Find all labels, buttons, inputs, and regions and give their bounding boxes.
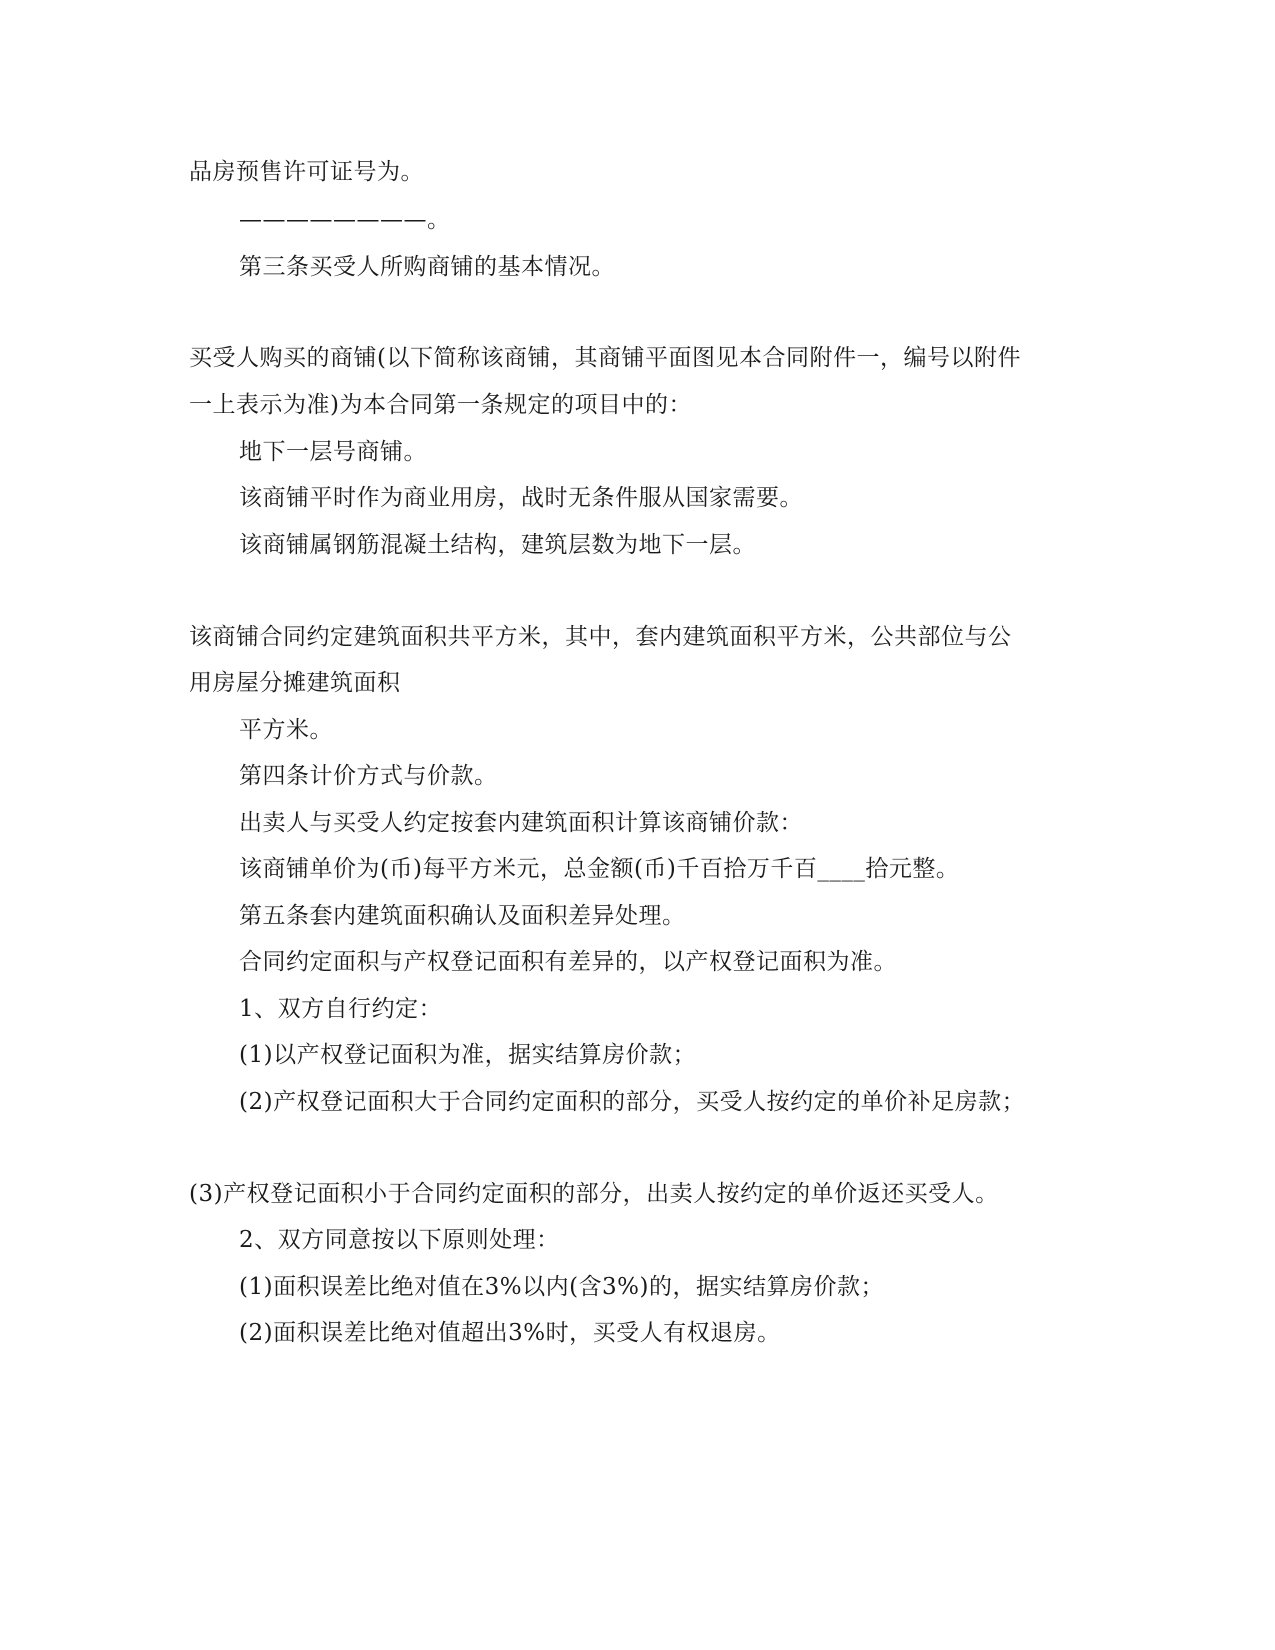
section-heading: 第五条套内建筑面积确认及面积差异处理。 <box>239 903 686 929</box>
list-item: (2)产权登记面积大于合同约定面积的部分，买受人按约定的单价补足房款； <box>239 1089 1026 1115</box>
paragraph-line: 出卖人与买受人约定按套内建筑面积计算该商铺价款： <box>239 810 803 836</box>
paragraph-line: 该商铺属钢筋混凝土结构，建筑层数为地下一层。 <box>239 532 756 558</box>
list-item: 2、双方同意按以下原则处理： <box>239 1227 560 1253</box>
paragraph-line: ————————。 <box>239 207 451 233</box>
list-item: (2)面积误差比绝对值超出3%时，买受人有权退房。 <box>239 1320 781 1346</box>
paragraph-line: 买受人购买的商铺(以下简称该商铺，其商铺平面图见本合同附件一，编号以附件 <box>189 345 1021 371</box>
list-item: (1)以产权登记面积为准，据实结算房价款； <box>239 1042 697 1068</box>
paragraph-line: 该商铺合同约定建筑面积共平方米，其中，套内建筑面积平方米，公共部位与公 <box>189 624 1012 650</box>
section-heading: 第三条买受人所购商铺的基本情况。 <box>239 254 615 280</box>
paragraph-line: 地下一层号商铺。 <box>239 439 427 465</box>
paragraph-line: 该商铺单价为(币)每平方米元，总金额(币)千百拾万千百____拾元整。 <box>239 856 960 882</box>
paragraph-line: 一上表示为准)为本合同第一条规定的项目中的： <box>189 392 692 418</box>
section-heading: 第四条计价方式与价款。 <box>239 763 498 789</box>
paragraph-line: 用房屋分摊建筑面积 <box>189 670 401 696</box>
list-item: (3)产权登记面积小于合同约定面积的部分，出卖人按约定的单价返还买受人。 <box>189 1181 999 1207</box>
paragraph-line: 品房预售许可证号为。 <box>189 159 424 185</box>
paragraph-line: 平方米。 <box>239 717 333 743</box>
list-item: 1、双方自行约定： <box>239 996 443 1022</box>
paragraph-line: 合同约定面积与产权登记面积有差异的，以产权登记面积为准。 <box>239 949 897 975</box>
paragraph-line: 该商铺平时作为商业用房，战时无条件服从国家需要。 <box>239 485 803 511</box>
list-item: (1)面积误差比绝对值在3%以内(含3%)的，据实结算房价款； <box>239 1274 885 1300</box>
